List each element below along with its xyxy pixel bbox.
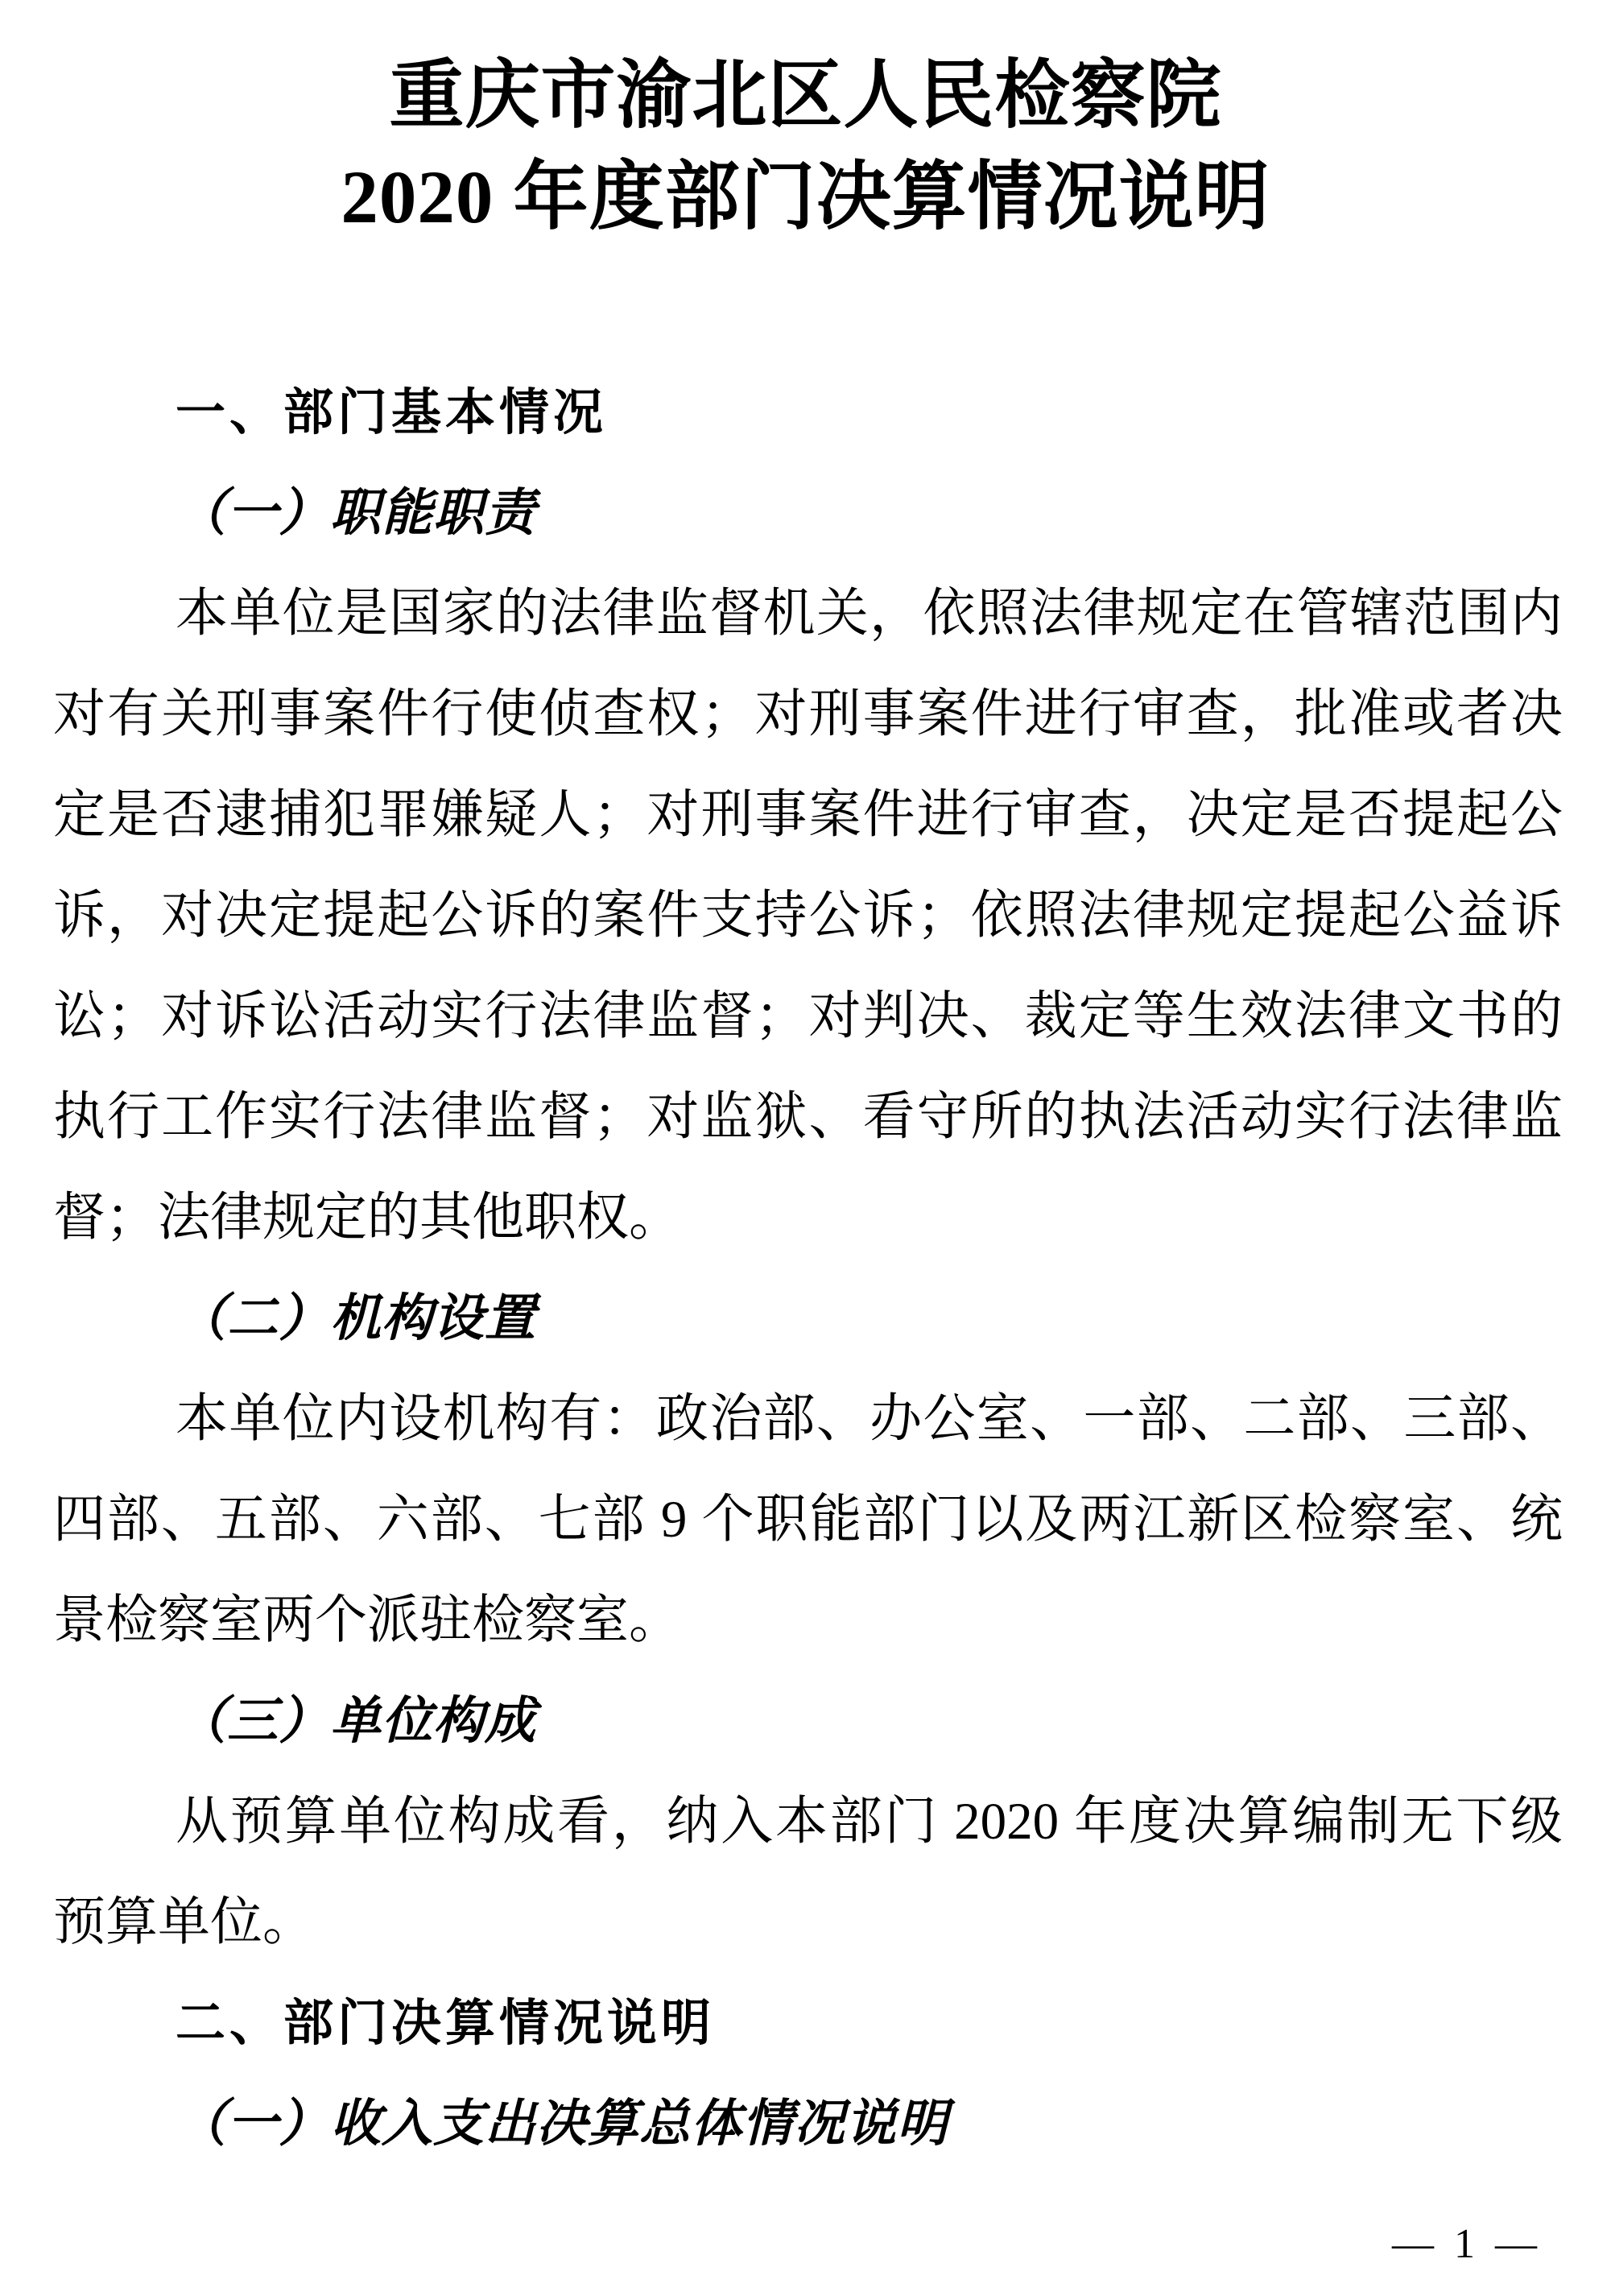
subsection-heading-revenue-expenditure: （一）收入支出决算总体情况说明 (176, 2095, 948, 2152)
page-number: — 1 — (1392, 2221, 1542, 2267)
paragraph-duties-line: 督；法律规定的其他职权。 (53, 1189, 682, 1247)
paragraph-duties-line: 定是否逮捕犯罪嫌疑人；对刑事案件进行审查，决定是否提起公 (53, 786, 1563, 844)
document-title-line-1: 重庆市渝北区人民检察院 (389, 55, 1222, 138)
document-body (53, 362, 1563, 2174)
paragraph-duties-line: 诉，对决定提起公诉的案件支持公诉；依照法律规定提起公益诉 (53, 887, 1563, 945)
subsection-heading-duties: （一）职能职责 (176, 485, 536, 541)
paragraph-unit-line: 预算单位。 (53, 1893, 316, 1951)
paragraph-duties-line: 讼；对诉讼活动实行法律监督；对判决、裁定等生效法律文书的 (53, 987, 1563, 1045)
subsection-heading-org: （二）机构设置 (176, 1290, 536, 1347)
section-heading-basic-info: 一、部门基本情况 (176, 385, 608, 441)
document-title (0, 46, 1611, 249)
paragraph-unit-line: 从预算单位构成看，纳入本部门 2020 年度决算编制无下级 (176, 1793, 1563, 1851)
paragraph-duties-line: 本单位是国家的法律监督机关，依照法律规定在管辖范围内 (176, 585, 1563, 643)
section-heading-final-accounts: 二、部门决算情况说明 (176, 1996, 716, 2051)
paragraph-duties-line: 执行工作实行法律监督；对监狱、看守所的执法活动实行法律监 (53, 1088, 1563, 1146)
paragraph-org-line: 本单位内设机构有：政治部、办公室、一部、二部、三部、 (176, 1390, 1563, 1448)
paragraph-org-line: 景检察室两个派驻检察室。 (53, 1591, 682, 1649)
subsection-heading-unit: （三）单位构成 (176, 1693, 536, 1749)
document-title-line-2: 2020 年度部门决算情况说明 (341, 156, 1270, 239)
paragraph-org-line: 四部、五部、六部、七部 9 个职能部门以及两江新区检察室、统 (53, 1491, 1563, 1549)
paragraph-duties-line: 对有关刑事案件行使侦查权；对刑事案件进行审查，批准或者决 (53, 685, 1563, 743)
